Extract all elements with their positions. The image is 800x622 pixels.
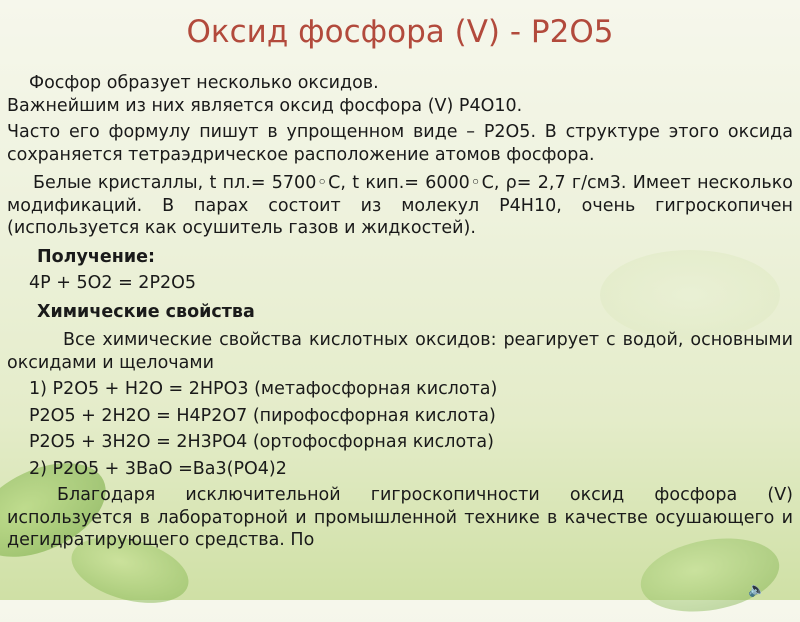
- paragraph-intro: Фосфор образует несколько оксидов.: [29, 73, 379, 93]
- speaker-icon[interactable]: 🔈: [748, 582, 766, 598]
- paragraph-main-oxide: Важнейшим из них является оксид фосфора (V) P4O10.: [7, 95, 523, 116]
- equation-1: 1) P2O5 + H2O = 2HPO3 (метафосфорная кислота): [29, 379, 498, 399]
- equation-preparation: 4P + 5O2 = 2P2O5: [29, 273, 197, 293]
- equation-3: P2O5 + 3H2O = 2H3PO4 (ортофосфорная кислота): [29, 432, 494, 452]
- heading-chemical-properties: Химические свойства: [37, 301, 255, 322]
- paragraph-structure: Часто его формулу пишут в упрощенном виде – P2O5. В структуре этого оксида сохраняется тетраэдрическое расположение атомов фосфора.: [7, 122, 793, 165]
- paragraph-usage: Благодаря исключительной гигроскопичности оксид фосфора (V) используется в лабораторной и промышленной технике в качестве осушающего и дегидратирующего средства. По: [7, 485, 793, 550]
- equation-4: 2) P2O5 + 3BaO =Ba3(PO4)2: [29, 458, 287, 479]
- slide-title: Оксид фосфора (V) - P2O5: [186, 14, 614, 50]
- paragraph-chemical-summary: Все химические свойства кислотных оксидов: реагирует с водой, основными оксидами и щелочами: [7, 330, 793, 373]
- heading-preparation: Получение:: [37, 246, 155, 267]
- equation-2: P2O5 + 2H2O = H4P2O7 (пирофосфорная кислота): [29, 405, 496, 426]
- paragraph-properties: Белые кристаллы, t пл.= 5700◦С, t кип.= 6000◦С, ρ= 2,7 г/см3. Имеет несколько модификаций. В парах состоит из молекул P4H10, очень гигроскопичен (используется как осушитель газов и жидкостей).: [7, 173, 793, 238]
- slide-body: [7, 72, 793, 552]
